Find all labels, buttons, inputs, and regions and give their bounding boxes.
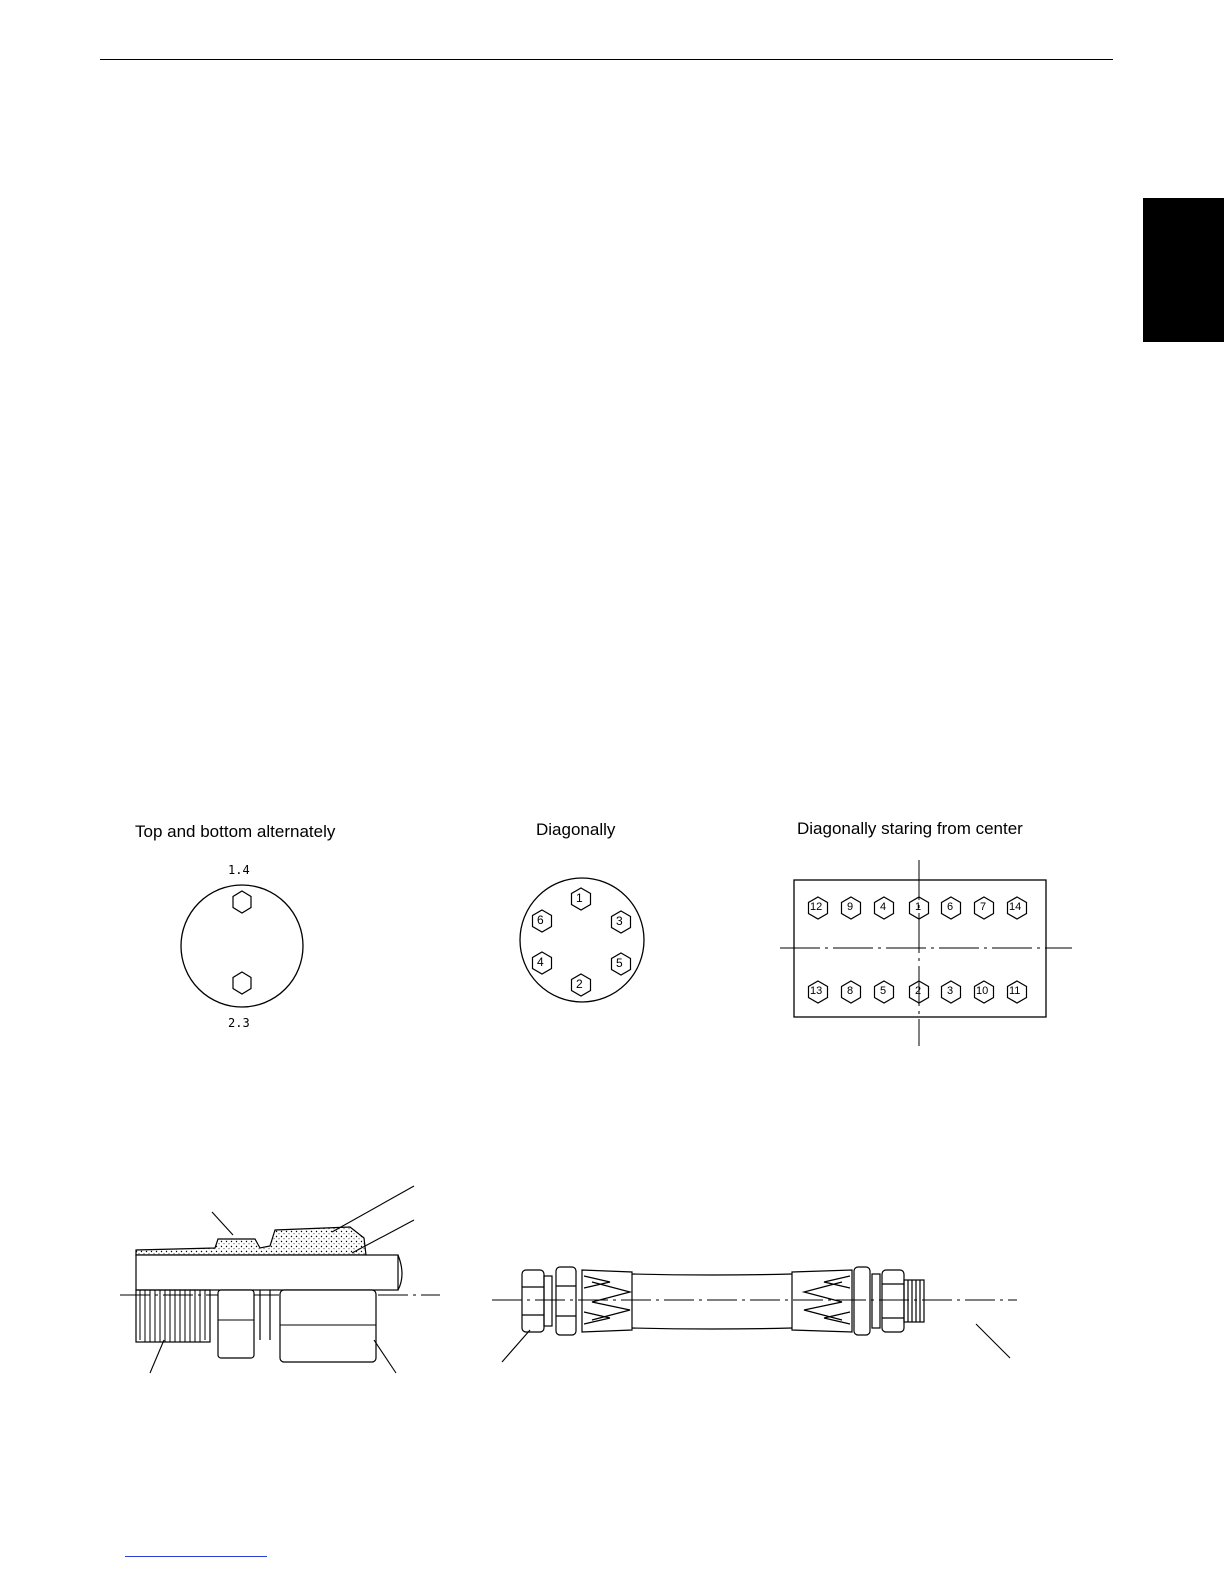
fitting-cross-section-drawing <box>120 1180 450 1380</box>
footer-link-underline[interactable] <box>125 1556 267 1557</box>
left-swivel-nut <box>522 1270 544 1332</box>
threaded-nipple <box>904 1280 924 1322</box>
pipe-body <box>136 1255 398 1290</box>
section-tab <box>1143 198 1224 342</box>
bolt-label: 4 <box>537 955 544 969</box>
bolt-label: 4 <box>880 901 887 913</box>
right-nut <box>882 1270 904 1332</box>
center-bolt-labels <box>780 860 1080 1050</box>
threaded-end <box>136 1290 210 1342</box>
bolt-label: 9 <box>847 901 854 913</box>
hose-body <box>632 1274 792 1329</box>
bolt-label: 3 <box>947 985 954 997</box>
bolt-label: 5 <box>880 985 887 997</box>
hex-nut <box>218 1290 254 1358</box>
bolt-label: 7 <box>980 901 987 913</box>
bolt-label: 2 <box>576 977 583 991</box>
hose-leader-lines <box>502 1324 1010 1362</box>
bolt-label: 8 <box>847 985 854 997</box>
bolt-label: 1 <box>576 891 583 905</box>
right-hex <box>854 1267 870 1335</box>
hose-assembly-drawing <box>492 1262 1022 1382</box>
caption-alternate: Top and bottom alternately <box>135 822 336 841</box>
label-top-order: 1.4 <box>228 863 250 877</box>
diagonal-bolt-labels <box>512 870 652 1010</box>
label-bottom-order: 2.3 <box>228 1016 250 1030</box>
bolt-label: 13 <box>810 985 823 997</box>
header-rule <box>100 59 1113 60</box>
caption-diagonal: Diagonally <box>536 820 616 839</box>
sealant-coating <box>136 1227 366 1255</box>
bolt-label: 5 <box>616 956 623 970</box>
left-hex <box>556 1267 576 1335</box>
bolt-label: 6 <box>537 913 544 927</box>
bolt-label: 6 <box>947 901 954 913</box>
bolt-bottom <box>233 972 251 994</box>
alternate-flange-diagram <box>172 876 312 1016</box>
bolt-label: 11 <box>1009 985 1021 997</box>
bolt-label: 14 <box>1009 901 1022 913</box>
bolt-label: 2 <box>915 985 922 997</box>
bolt-label: 12 <box>810 901 823 913</box>
caption-center: Diagonally staring from center <box>797 819 1023 838</box>
bolt-label: 3 <box>616 914 623 928</box>
union-nut <box>280 1290 376 1362</box>
flange-circle <box>181 885 303 1007</box>
thread-lines <box>140 1290 205 1342</box>
bolt-label: 10 <box>976 985 989 997</box>
bolt-top <box>233 891 251 913</box>
bolt-label: 1 <box>915 901 922 913</box>
